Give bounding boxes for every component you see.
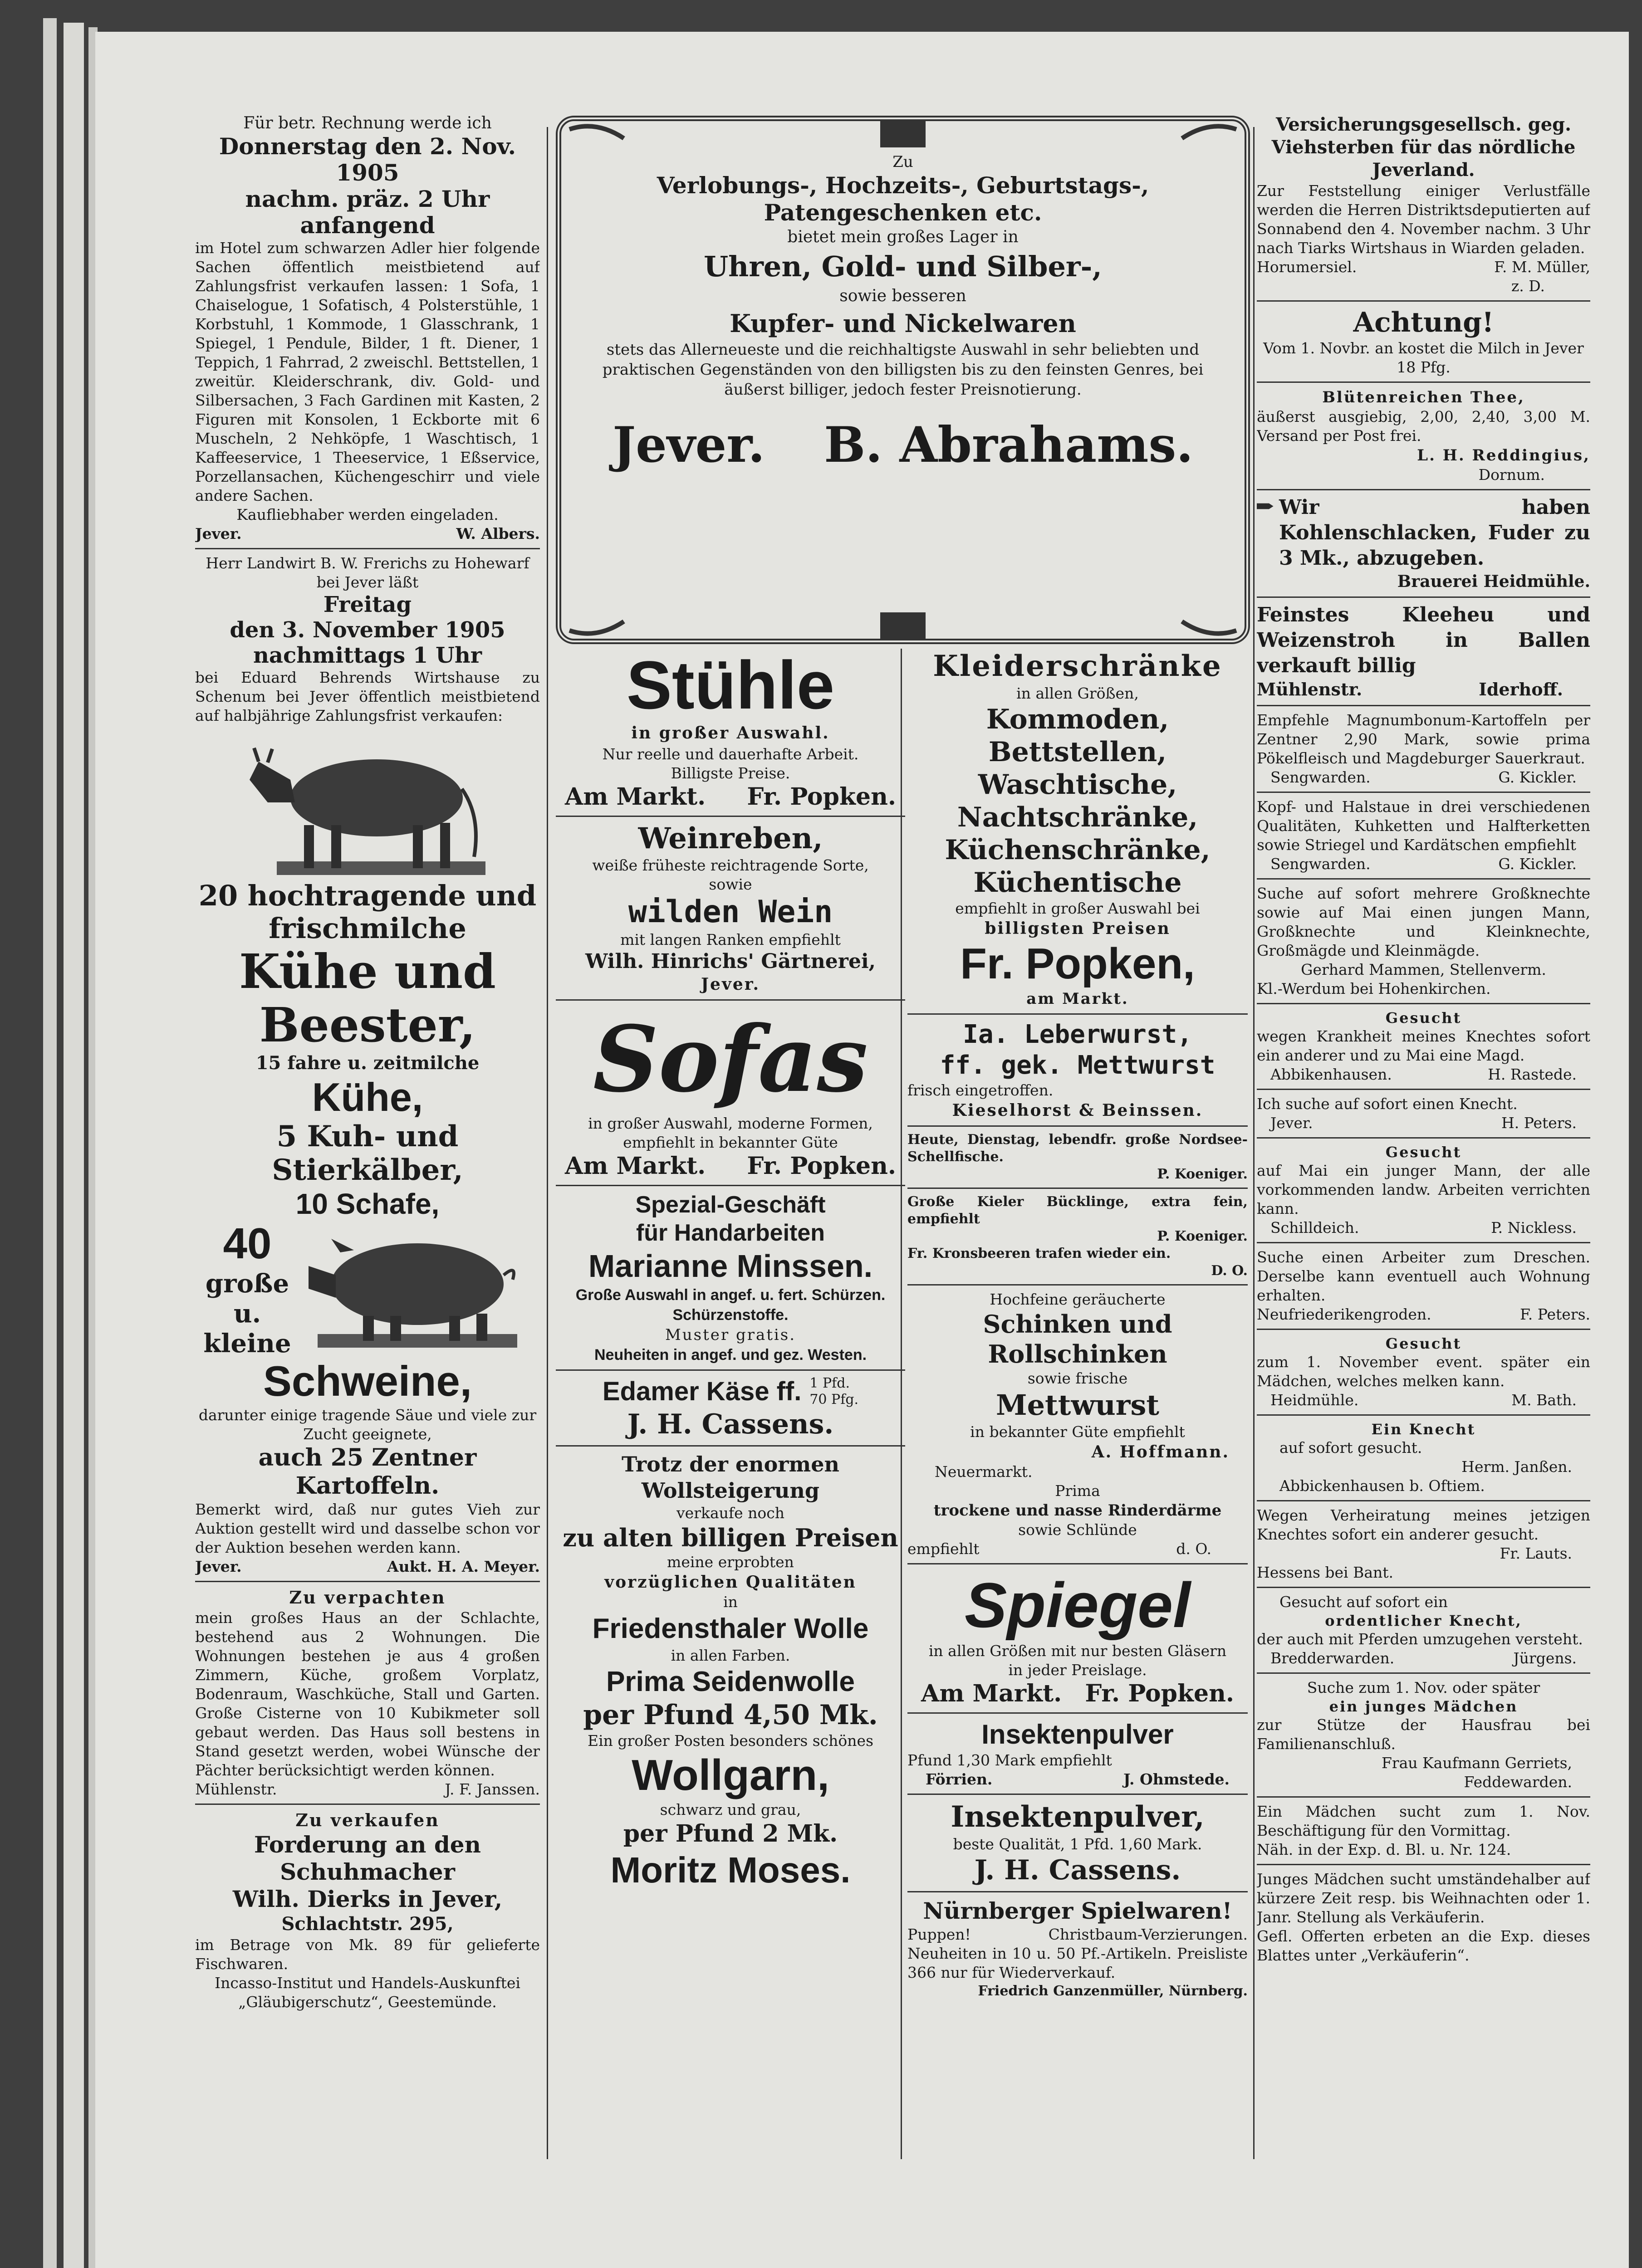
ad-signature: Herm. Janßen. — [1461, 1458, 1572, 1476]
ad-headline: Achtung! — [1353, 307, 1494, 338]
ad-text: Zur Feststellung einiger Verlustfälle werden die Herren Distriktsdeputierten auf Sonnabend den 4. November nachm. 3 Uhr nach Tiarks Wirtshaus in Wiarden geladen. — [1257, 182, 1590, 257]
ad-headline: Spiegel — [965, 1569, 1191, 1641]
ad-text: Heute, Dienstag, lebendfr. große Nordsee-Schellfische. — [907, 1132, 1248, 1165]
ad-place: Neufriederikengroden. — [1257, 1305, 1431, 1323]
ad-headline: 5 Kuh- und Stierkälber, — [272, 1119, 463, 1187]
ad-signature: G. Kickler. — [1498, 768, 1577, 786]
ad-headline: Wilh. Dierks in Jever, — [232, 1886, 503, 1912]
divider — [1257, 1864, 1590, 1865]
ad-heidmuehle-coal — [1257, 495, 1590, 592]
ad-price: per Pfund 2 Mk. — [623, 1820, 838, 1848]
ad-place: Jever. — [701, 975, 760, 994]
ad-text: Für betr. Rechnung werde ich — [243, 114, 492, 132]
ad-text: bietet mein großes Lager in — [787, 228, 1019, 246]
ad-headline: Ia. Leberwurst, — [963, 1020, 1192, 1049]
ad-text: Wegen Verheiratung meines jetzigen Knechtes sofort ein anderer gesucht. — [1257, 1506, 1590, 1543]
ad-signature: Fr. Popken. — [747, 783, 896, 811]
divider — [1257, 1500, 1590, 1501]
divider — [556, 999, 905, 1001]
ad-subline: 15 fahre u. zeitmilche — [255, 1052, 480, 1074]
ad-text: in allen Größen mit nur besten Gläsern — [928, 1642, 1227, 1660]
ad-iderhoff-hay — [1257, 602, 1590, 700]
ad-signature: Frau Kaufmann Gerriets, — [1381, 1754, 1572, 1772]
ad-place: Heidmühle. — [1270, 1391, 1359, 1409]
ad-kronsbeeren — [907, 1245, 1248, 1280]
ad-place: Mühlenstr. — [195, 1780, 277, 1798]
ad-place: Horumersiel. — [1257, 258, 1357, 276]
ad-juergens-knecht — [1257, 1593, 1590, 1668]
ad-text: verkaufe noch — [676, 1504, 784, 1522]
divider — [556, 1185, 905, 1186]
divider — [907, 1794, 1248, 1795]
ad-place: Jever. — [195, 1558, 242, 1575]
ad-item: Bettstellen, — [988, 736, 1167, 768]
ad-signature: Fr. Lauts. — [1500, 1545, 1572, 1562]
ad-place: Jever. — [1270, 1114, 1313, 1132]
divider — [556, 1369, 905, 1371]
ad-headline: ordentlicher Knecht, — [1325, 1612, 1522, 1629]
ad-lauts-knecht — [1257, 1506, 1590, 1582]
ad-subline: billigsten Preisen — [985, 919, 1171, 938]
divider — [907, 1125, 1248, 1127]
ad-signature: d. O. — [1176, 1540, 1211, 1558]
ad-text: Suche zum 1. Nov. oder später — [1307, 1679, 1540, 1696]
ad-quantity: 1 Pfd. — [809, 1375, 850, 1391]
ad-headline: Kupfer- und Nickelwaren — [730, 309, 1076, 338]
ad-headline: Zu verpachten — [289, 1587, 446, 1608]
ad-mammen-jobs — [1257, 884, 1590, 998]
column-rule — [547, 127, 548, 2159]
ad-headline: Friedensthaler Wolle — [592, 1613, 869, 1644]
ad-signature: Moritz Moses. — [610, 1850, 851, 1890]
ad-item: Küchenschränke, — [945, 834, 1211, 866]
ad-place: Dornum. — [1478, 466, 1545, 484]
divider — [556, 816, 905, 817]
divider — [1257, 1137, 1590, 1139]
ad-text: sowie Schlünde — [1018, 1521, 1137, 1539]
ad-text: in allen Farben. — [671, 1647, 790, 1664]
ad-lease-janssen — [195, 1587, 540, 1799]
ad-headline: Kleiderschränke — [933, 649, 1222, 683]
ad-text: auf sofort gesucht. — [1279, 1439, 1422, 1457]
ad-text: Incasso-Institut und Handels-Auskunftei „Gläubigerschutz“, Geestemünde. — [215, 1974, 520, 2011]
ad-signature: A. Hoffmann. — [1091, 1442, 1230, 1461]
ad-text: frisch eingetroffen. — [907, 1081, 1054, 1099]
ad-text: Vom 1. Novbr. an kostet die Milch in Jever 18 Pfg. — [1263, 339, 1584, 376]
ad-headline: Edamer Käse ff. — [602, 1377, 802, 1406]
ad-headline: 20 hochtragende und frischmilche — [198, 879, 537, 945]
ad-text: Hochfeine geräucherte — [990, 1290, 1166, 1308]
ad-text: Fr. Kronsbeeren trafen wieder ein. — [907, 1246, 1171, 1261]
ad-headline: Trotz der enormen Wollsteigerung — [622, 1452, 839, 1503]
ad-text: meine erprobten — [667, 1553, 794, 1571]
ad-text: empfiehlt in großer Auswahl bei — [955, 899, 1200, 917]
divider — [907, 1284, 1248, 1286]
ad-signature: H. Rastede. — [1488, 1066, 1577, 1083]
divider — [1257, 878, 1590, 880]
ad-headline: Weinreben, — [638, 821, 823, 855]
divider — [1257, 1003, 1590, 1004]
divider — [1257, 489, 1590, 490]
divider — [1257, 381, 1590, 383]
ad-nickless-wanted — [1257, 1143, 1590, 1237]
ad-headline: wilden Wein — [628, 894, 833, 930]
ad-signature: D. O. — [1211, 1263, 1248, 1279]
ad-text: darunter einige tragende Säue und viele zur Zucht geeignete, — [198, 1406, 537, 1443]
ad-signature: Fr. Popken. — [1085, 1680, 1234, 1707]
ad-place: Neuermarkt. — [935, 1463, 1033, 1481]
divider — [1257, 1089, 1590, 1090]
ad-popken-chairs — [556, 649, 905, 811]
ad-headline: auch 25 Zentner Kartoffeln. — [258, 1444, 477, 1500]
ad-koeniger-buecklinge — [907, 1193, 1248, 1245]
ad-signature: Aukt. H. A. Meyer. — [387, 1558, 540, 1575]
ad-signature: P. Nickless. — [1491, 1219, 1577, 1237]
ad-text: beste Qualität, 1 Pfd. 1,60 Mark. — [953, 1835, 1202, 1853]
ad-peters-thresher — [1257, 1248, 1590, 1324]
ad-signature: W. Albers. — [456, 525, 540, 543]
ad-headline: Ein Knecht — [1371, 1421, 1476, 1438]
ad-signature: J. F. Janssen. — [445, 1780, 540, 1798]
ad-signature: P. Koeniger. — [1157, 1166, 1248, 1182]
ad-signature: F. Peters. — [1520, 1305, 1590, 1323]
pointing-hand-icon — [1257, 495, 1274, 518]
ad-number: 40 — [223, 1219, 272, 1268]
ad-headline: Schinken und Rollschinken — [983, 1310, 1172, 1369]
ad-text: z. D. — [1511, 277, 1545, 295]
divider — [1257, 1329, 1590, 1330]
cow-illustration — [240, 725, 495, 880]
ad-text: Wir haben Kohlenschlacken, Fuder zu 3 Mk., abzugeben. — [1279, 496, 1590, 570]
ad-abrahams-framed — [556, 116, 1250, 644]
ad-item: Nachtschränke, — [957, 802, 1198, 833]
ad-place: Jever. — [613, 416, 765, 474]
ad-headline: Schweine, — [263, 1357, 472, 1405]
ad-text: Ich suche auf sofort einen Knecht. — [1257, 1095, 1518, 1113]
ad-text: empfiehlt — [907, 1540, 980, 1558]
ad-verkaeuferin — [1257, 1870, 1590, 1965]
ad-signature: F. M. Müller, — [1494, 258, 1590, 276]
ad-text: bei Eduard Behrends Wirtshause zu Schenum bei Jever öffentlich meistbietend auf halbjährige Zahlungsfrist verkaufen: — [195, 669, 540, 724]
ad-headline: Gesucht — [1385, 1335, 1462, 1352]
pig-illustration — [299, 1225, 526, 1352]
ad-signature: J. Ohmstede. — [1123, 1770, 1230, 1788]
ad-headline: große u. kleine — [203, 1269, 291, 1359]
divider — [1257, 596, 1590, 598]
page-edge — [64, 23, 84, 2268]
divider — [556, 1445, 905, 1447]
ad-subline: in großer Auswahl. — [631, 723, 830, 743]
ad-text: in bekannter Güte empfiehlt — [970, 1423, 1185, 1441]
ad-headline: 10 Schafe, — [295, 1188, 440, 1220]
ad-text: mit langen Ranken empfiehlt — [620, 931, 841, 948]
ad-ganzenmueller-toys — [907, 1897, 1248, 2000]
ad-text: weiße früheste reichtragende Sorte, — [592, 856, 869, 874]
ad-sale-claim — [195, 1809, 540, 2012]
ad-text: in großer Auswahl, moderne Formen, — [588, 1114, 873, 1132]
ad-signature: Iderhoff. — [1479, 679, 1563, 699]
ad-text: in allen Größen, — [1016, 684, 1139, 702]
ad-signature: L. H. Reddingius, — [1417, 446, 1590, 464]
ad-signature: Fr. Popken. — [747, 1152, 896, 1180]
ad-text: Empfehle Magnumbonum-Kartoffeln per Zentner 2,90 Mark, sowie prima Pökelfleisch und Magdeburger Sauerkraut. — [1257, 711, 1590, 767]
ad-price: 70 Pfg. — [809, 1392, 859, 1408]
ad-kieselhorst-sausage — [907, 1019, 1248, 1121]
ad-text: Große Auswahl in angef. u. fert. Schürzen. — [575, 1286, 886, 1304]
ad-place: Abbikenhausen. — [1270, 1066, 1392, 1083]
ad-signature: Brauerei Heidmühle. — [1397, 572, 1590, 591]
ad-place: Abbickenhausen b. Oftiem. — [1279, 1477, 1485, 1495]
divider — [1257, 792, 1590, 793]
ad-text: wegen Krankheit meines Knechtes sofort ein anderer und zu Mai eine Magd. — [1257, 1027, 1590, 1064]
ad-milk-price — [1257, 306, 1590, 377]
ad-signature: J. H. Cassens. — [627, 1408, 834, 1440]
ad-text: der auch mit Pferden umzugehen versteht. — [1257, 1630, 1583, 1648]
ad-headline: Mettwurst — [995, 1388, 1159, 1422]
ad-cassens-insect — [907, 1799, 1248, 1887]
ad-text: Herr Landwirt B. W. Frerichs zu Hohewarf bei Jever läßt — [206, 554, 529, 591]
ad-kickler-potatoes — [1257, 711, 1590, 787]
ad-headline: ff. gek. Mettwurst — [940, 1051, 1216, 1080]
ad-text: schwarz und grau, — [660, 1801, 801, 1818]
ad-time: nachm. präz. 2 Uhr anfangend — [245, 186, 490, 239]
ad-minssen-handwork — [556, 1191, 905, 1365]
ad-reddingius-tea — [1257, 387, 1590, 484]
ad-text: zur Stütze der Hausfrau bei Familienanschluß. — [1257, 1716, 1590, 1753]
divider — [907, 1188, 1248, 1189]
ad-text: auf Mai ein junger Mann, der alle vorkommenden landw. Arbeiten verrichten kann. — [1257, 1162, 1590, 1217]
divider — [1257, 705, 1590, 706]
ad-text: Große Kieler Bücklinge, extra fein, empfiehlt — [907, 1194, 1248, 1227]
ad-headline: Gesucht — [1385, 1144, 1462, 1161]
ad-text: Schürzenstoffe. — [672, 1306, 789, 1324]
ad-text: Zu — [892, 153, 913, 171]
ad-headline: trockene und nasse Rinderdärme — [933, 1501, 1222, 1520]
ad-text: Feinstes Kleeheu und Weizenstroh in Ballen verkauft billig — [1257, 603, 1590, 677]
ad-text: im Hotel zum schwarzen Adler hier folgende Sachen öffentlich meistbietend auf Zahlungsfrist verkaufen lassen: 1 Sofa, 1 Chaiselogue, 1 Sofatisch, 4 Polsterstühle, 1 Korbstuhl, 1 Kommode, 1 Glasschrank, 1 Spiegel, 1 Pendule, Bilder, 1 ft. Diener, 1 Teppich, 1 Fahrrad, 2 zweischl. Bettstellen, 1 zweitür. Kleiderschrank, div. Gold- und Silbersachen, 3 Fach Gardinen mit Kasten, 2 Figuren mit Konsolen, 1 Eckborte mit 6 Muscheln, 2 Nehköpfe, 1 Waschtisch, 1 Kaffeeservice, 1 Theeservice, 1 Eßservice, Porzellansachen, Küchengeschirr und viele andere Sachen. — [195, 239, 540, 504]
ad-headline: Insektenpulver, — [951, 1800, 1205, 1834]
ad-janssen-knecht — [1257, 1420, 1590, 1496]
divider — [1257, 1414, 1590, 1416]
ad-auction-albers — [195, 113, 540, 543]
ad-signature: H. Peters. — [1501, 1114, 1577, 1132]
column-rule — [1253, 127, 1255, 2159]
ad-text: Bemerkt wird, daß nur gutes Vieh zur Auktion gestellt wird und dasselbe schon vor der Auktion besehen werden kann. — [195, 1501, 540, 1556]
ad-signature: Jürgens. — [1513, 1649, 1577, 1667]
ad-signature: Wilh. Hinrichs' Gärtnerei, — [585, 950, 876, 973]
column-4 — [1257, 113, 1590, 2164]
ad-headline: Verlobungs-, Hochzeits-, Geburtstags-, Patengeschenken etc. — [657, 172, 1149, 226]
ad-text: Gefl. Offerten erbeten an die Exp. dieses Blattes unter „Verkäuferin“. — [1257, 1927, 1590, 1964]
ad-place: Am Markt. — [565, 783, 706, 811]
ad-hoffmann-ham — [907, 1290, 1248, 1481]
ad-headline: Sofas — [593, 1006, 868, 1113]
ad-text: Pfund 1,30 Mark empfiehlt — [907, 1751, 1112, 1769]
ad-text: sowie frische — [1027, 1369, 1128, 1387]
ad-text: äußerst ausgiebig, 2,00, 2,40, 3,00 M. Versand per Post frei. — [1257, 408, 1590, 445]
ad-text: mein großes Haus an der Schlachte, bestehend aus 2 Wohnungen. Die Wohnungen bestehen je aus 4 großen Zimmern, Küche, großem Vorplatz, Bodenraum, Waschküche, Stall und Garten. Große Cisterne von 10 Kubikmeter soll gebaut werden. Das Haus soll bestens in Stand gesetzt werden, wobei Wünsche der Pächter berücksichtigt werden können. — [195, 1609, 540, 1779]
ad-bath-wanted — [1257, 1334, 1590, 1410]
ad-signature: P. Koeniger. — [1157, 1228, 1248, 1244]
divider — [907, 1891, 1248, 1892]
ad-text: Junges Mädchen sucht umständehalber auf kürzere Zeit resp. bis Weihnachten oder 1. Janr. Stellung als Verkäuferin. — [1257, 1870, 1590, 1926]
ad-headline: Nürnberger Spielwaren! — [923, 1897, 1232, 1924]
ad-gerriets-maid — [1257, 1678, 1590, 1792]
ad-signature: Marianne Minssen. — [588, 1248, 873, 1284]
ad-date: Donnerstag den 2. Nov. 1905 — [219, 133, 516, 186]
ad-insurance-notice — [1257, 113, 1590, 296]
ad-place: Sengwarden. — [1270, 768, 1371, 786]
ad-place: Am Markt. — [565, 1152, 706, 1180]
ad-address: Schlachtstr. 295, — [281, 1913, 454, 1935]
ad-item: Waschtische, — [978, 769, 1177, 801]
ad-text: Billigste Preise. — [671, 764, 790, 782]
divider — [1257, 1587, 1590, 1588]
ad-signature: J. H. Cassens. — [974, 1854, 1181, 1886]
ad-popken-sofas — [556, 1005, 905, 1180]
ad-text: sowie — [709, 875, 752, 893]
divider — [907, 1563, 1248, 1564]
ad-moses-wool — [556, 1451, 905, 1892]
ad-auction-frerichs — [195, 554, 540, 1576]
divider — [195, 548, 540, 549]
ad-place: Schilldeich. — [1270, 1219, 1359, 1237]
ad-text: in jeder Preislage. — [1008, 1661, 1147, 1679]
divider — [195, 1804, 540, 1805]
ad-place: Jever. — [195, 525, 242, 543]
ad-text: im Betrage von Mk. 89 für gelieferte Fischwaren. — [195, 1936, 540, 1973]
ad-text: Kaufliebhaber werden eingeladen. — [236, 506, 499, 523]
ad-headline: Versicherungsgesellsch. geg. Viehsterben für das nördliche Jeverland. — [1271, 114, 1576, 181]
ad-popken-mirrors — [907, 1569, 1248, 1708]
ad-text: in — [723, 1593, 738, 1611]
ad-maedchen-vormittag — [1257, 1802, 1590, 1859]
ad-headline: ein junges Mädchen — [1329, 1698, 1518, 1715]
ad-place: Mühlenstr. — [1257, 679, 1363, 699]
ad-signature: Fr. Popken, — [960, 939, 1195, 988]
ad-text: Näh. in der Exp. d. Bl. u. Nr. 124. — [1257, 1841, 1511, 1858]
ad-cassens-cheese — [556, 1375, 905, 1441]
ad-place: Bredderwarden. — [1270, 1649, 1395, 1667]
ad-headline: Zu verkaufen — [295, 1810, 440, 1830]
ad-peters-knecht — [1257, 1095, 1590, 1133]
ad-headline: Insektenpulver — [981, 1719, 1174, 1750]
ad-place: Förrien. — [926, 1770, 993, 1788]
ad-headline: für Handarbeiten — [636, 1220, 825, 1246]
ad-text: Neuheiten in angef. und gez. Westen. — [594, 1346, 867, 1364]
ad-place: Kl.-Werdum bei Hohenkirchen. — [1257, 980, 1491, 997]
ad-time: nachmittags 1 Uhr — [253, 643, 482, 668]
ad-headline: Forderung an den Schuhmacher — [254, 1831, 481, 1885]
page-edge — [43, 18, 57, 2268]
divider — [1257, 1242, 1590, 1243]
ad-headline: Uhren, Gold- und Silber-, — [704, 250, 1102, 283]
ad-text: Suche einen Arbeiter zum Dreschen. Derselbe kann eventuell auch Wohnung erhalten. — [1257, 1248, 1590, 1304]
divider — [907, 1013, 1248, 1015]
ad-text: sowie besseren — [839, 287, 966, 305]
ad-text: Puppen! Christbaum-Verzierungen. Neuheiten in 10 u. 50 Pf.-Artikeln. Preisliste 366 nur für Wiederverkauf. — [907, 1926, 1248, 1981]
ad-signature: G. Kickler. — [1498, 855, 1577, 873]
ad-price: per Pfund 4,50 Mk. — [583, 1699, 878, 1731]
ad-koeniger-fish — [907, 1131, 1248, 1183]
divider — [1257, 1796, 1590, 1798]
ad-place: Feddewarden. — [1464, 1773, 1572, 1791]
ad-text: stets das Allerneueste und die reichhaltigste Auswahl in sehr beliebten und praktischen Gegenständen von den billigsten bis zu den feinsten Genres, bei äußerst billiger, jedoch fester Preisnotierung. — [602, 341, 1204, 399]
ad-headline: Stühle — [626, 649, 835, 723]
ad-headline: Prima Seidenwolle — [606, 1666, 855, 1697]
ad-text: Kopf- und Halstaue in drei verschiedenen Qualitäten, Kuhketten und Halfterketten sowie Striegel und Kardätschen empfiehlt — [1257, 798, 1590, 854]
ad-signature: Gerhard Mammen, Stellenverm. — [1301, 961, 1546, 978]
ad-text: Muster gratis. — [665, 1326, 796, 1344]
divider — [907, 1712, 1248, 1714]
ad-signature: Friedrich Ganzenmüller, Nürnberg. — [978, 1983, 1248, 1999]
ad-text: Gesucht auf sofort ein — [1279, 1593, 1448, 1611]
ad-day: Freitag — [323, 592, 412, 617]
ad-text: Ein großer Posten besonders schönes — [587, 1732, 873, 1750]
ad-popken-furniture — [907, 649, 1248, 1009]
ad-place: Hessens bei Bant. — [1257, 1564, 1394, 1581]
ad-headline: Gesucht — [1385, 1009, 1462, 1026]
ad-text: empfiehlt in bekannter Güte — [623, 1134, 838, 1151]
column-3 — [907, 649, 1248, 2164]
ad-headline: Kühe, — [312, 1075, 423, 1119]
divider — [195, 1581, 540, 1582]
ad-headline: zu alten billigen Preisen — [563, 1523, 898, 1552]
ad-place: Am Markt. — [921, 1680, 1062, 1707]
ad-item: Kommoden, — [986, 704, 1169, 735]
column-2 — [556, 649, 905, 2164]
ad-rinderdaerme — [907, 1481, 1248, 1559]
ad-signature: M. Bath. — [1511, 1391, 1577, 1409]
ad-subline: vorzüglichen Qualitäten — [604, 1573, 857, 1592]
ad-headline: Wollgarn, — [632, 1751, 829, 1799]
divider — [1257, 300, 1590, 302]
ad-date: den 3. November 1905 — [230, 617, 505, 643]
ad-text: Suche auf sofort mehrere Großknechte sowie auf Mai einen jungen Mann, Großknechte und Kleinknechte, Großmägde und Kleinmägde. — [1257, 885, 1590, 959]
ad-headline: Spezial-Geschäft — [635, 1192, 826, 1218]
ad-headline: Blütenreichen Thee, — [1322, 388, 1525, 406]
ad-item: Küchentische — [973, 867, 1182, 899]
ad-signature: B. Abrahams. — [824, 416, 1193, 474]
column-1 — [195, 113, 540, 2173]
ad-text: zum 1. November event. später ein Mädchen, welches melken kann. — [1257, 1353, 1590, 1390]
ad-hinrichs-vines — [556, 821, 905, 995]
ad-rastede-wanted — [1257, 1009, 1590, 1084]
ad-ohmstede-insect — [907, 1718, 1248, 1789]
ad-text: Prima — [1055, 1482, 1100, 1500]
ad-signature: Kieselhorst & Beinssen. — [952, 1101, 1203, 1120]
ad-text: Ein Mädchen sucht zum 1. Nov. Beschäftigung für den Vormittag. — [1257, 1803, 1590, 1839]
ad-kickler-ropes — [1257, 797, 1590, 874]
ad-place: Sengwarden. — [1270, 855, 1371, 873]
ad-place: am Markt. — [1026, 990, 1129, 1008]
divider — [1257, 1672, 1590, 1674]
ad-text: Nur reelle und dauerhafte Arbeit. — [602, 745, 859, 763]
ad-headline: Kühe und Beester, — [239, 943, 496, 1053]
